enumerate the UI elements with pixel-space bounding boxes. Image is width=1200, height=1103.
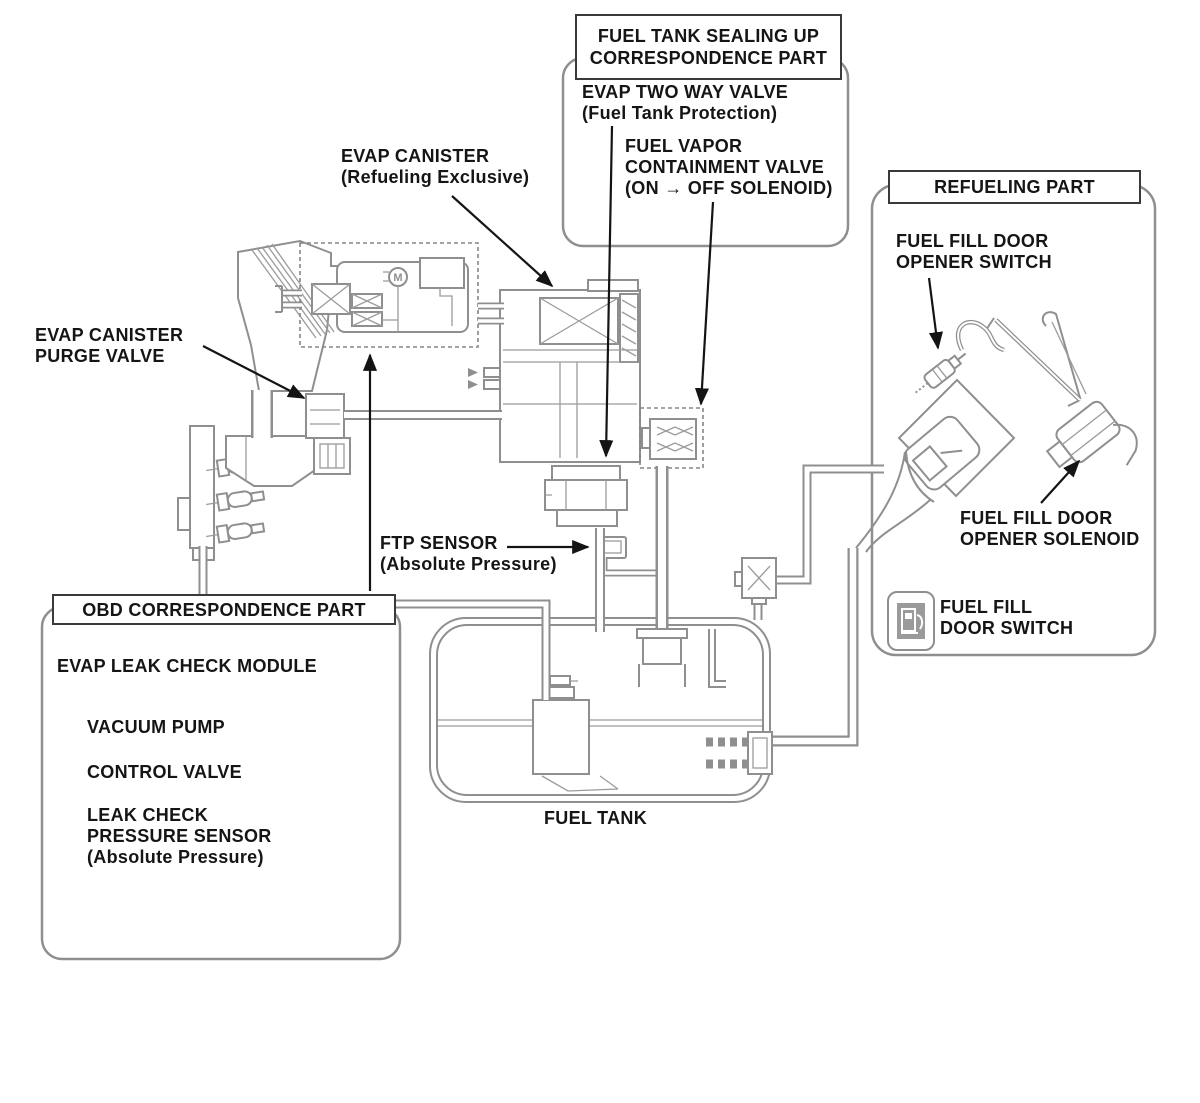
obd-title-box: [52, 594, 396, 625]
fuel-tank-sealing-title-line2: CORRESPONDENCE PART: [589, 48, 828, 68]
label-fuel-tank: FUEL TANK: [544, 808, 648, 828]
refueling-title: REFUELING PART: [934, 177, 1095, 197]
label-evap-leak-check-module: EVAP LEAK CHECK MODULE: [57, 656, 317, 676]
fuel-fill-door-opener-solenoid-component: [1041, 312, 1147, 498]
label-fuel-vapor-containment-valve: FUEL VAPOR CONTAINMENT VALVE (ON → OFF SOLENOID): [625, 136, 833, 198]
obd-title: OBD CORRESPONDENCE PART: [82, 599, 366, 620]
label-ftp-sensor: FTP SENSOR (Absolute Pressure): [380, 533, 557, 574]
fuel-tank-sealing-title-box: [575, 14, 842, 80]
label-fuel-fill-door-opener-solenoid: FUEL FILL DOOR OPENER SOLENOID: [960, 508, 1140, 549]
label-control-valve: CONTROL VALVE: [87, 762, 242, 782]
label-evap-two-way-valve: EVAP TWO WAY VALVE (Fuel Tank Protection): [582, 82, 789, 123]
fuel-fill-door-switch-button: [888, 592, 934, 650]
label-vacuum-pump: VACUUM PUMP: [87, 717, 225, 737]
label-evap-canister-purge-valve: EVAP CANISTER PURGE VALVE: [35, 325, 184, 366]
fuel-vapor-containment-valve-component: [640, 408, 703, 468]
fuel-tank-sealing-title-line1: FUEL TANK SEALING UP: [597, 26, 820, 46]
evap-two-way-valve-component: [545, 466, 627, 526]
fuel-pump-module: [533, 700, 589, 774]
flow-arrow-icon: [468, 380, 478, 389]
label-fuel-fill-door-switch: FUEL FILL DOOR SWITCH: [940, 597, 1074, 638]
label-leak-check-pressure-sensor: LEAK CHECK PRESSURE SENSOR (Absolute Pressure): [87, 805, 272, 867]
air-intake-sketch: [238, 241, 347, 391]
arrow-opener-switch: [929, 278, 938, 348]
intake-manifold-sketch: [226, 436, 318, 486]
leak-check-pressure-sensor-icon: [420, 258, 464, 288]
motor-letter: M: [393, 272, 403, 284]
fuel-tank-component: [430, 618, 770, 802]
label-evap-canister: EVAP CANISTER (Refueling Exclusive): [341, 146, 530, 187]
arrow-containment-valve: [701, 202, 713, 404]
label-fuel-fill-door-opener-switch: FUEL FILL DOOR OPENER SWITCH: [896, 231, 1052, 272]
flow-arrow-icon: [468, 368, 478, 377]
fuel-pump-icon: [897, 603, 925, 639]
vent-shut-valve-component: [735, 558, 776, 604]
refueling-title-box: [888, 170, 1141, 204]
